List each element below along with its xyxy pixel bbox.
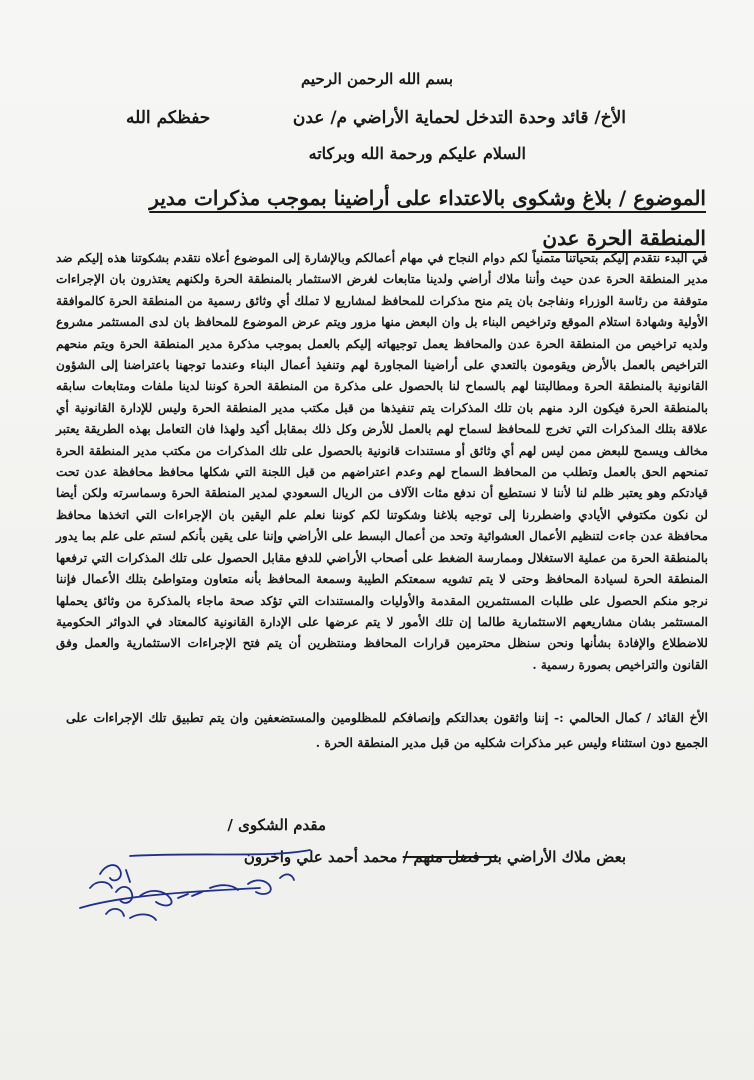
presenter-label: مقدم الشكوى / (227, 816, 326, 834)
honorific: حفظكم الله (126, 108, 211, 128)
body-paragraph: في البدء نتقدم إليكم بتحياتنا متمنياً لكم دوام النجاح في مهام أعمالكم وبالإشارة إلى الموضوع أعلاه نتقدم بشكوتنا هذه إليكم ضد مدير المنطقة الحرة عدن حيث وأننا ملاك أراضي ولدينا متابعات لغرض الاستثمار بالمنطقة الحرة ولكنهم يعتذرون بان الإجراءات متوقفة من رئاسة الوزراء ونفاجئ بان يتم منح مذكرات للمحافظ لمشاريع لا تملك أي وثائق رسمية من المنطقة الحرة كالموافقة الأولية وشهادة استلام الموقع وتراخيص البناء بل وان البعض منها مزور ويتم عرض الموضوع للمحافظ بان لدى المستثمر مشروع ولديه تراخيص من المنطقة الحرة عدن والمحافظ يعمل توجيهاته إليكم بالعمل بموجب مذكرة مدير المنطقة الحرة ويتم منحهم التراخيص بالعمل بالأرض ويقومون بالتعدي على أراضينا المجاورة لهم وتنفيذ أعمال البناء وعندما توجهنا باعتراضنا إلى الشؤون القانونية بالمنطقة الحرة ومطالبتنا لهم بالسماح لنا بالحصول على مذكرة من المنطقة الحرة كوننا لدينا ملفات ومتابعات سابقه بالمنطقة الحرة فيكون الرد منهم بان تلك المذكرات يتم تنفيذها من قبل مكتب مدير المنطقة الحرة وليس للإدارة القانونية أي علاقة بتلك المذكرات التي تخرج للمحافظ لسماح لهم بالعمل للأرض وكل ذلك بمقابل أكيد ولهذا فان التعامل بهذه الطريقة يعتبر مخالف ويسمح للبعض ممن ليس لهم أي وثائق أو مستندات قانونية بالحصول على تلك المذكرات من مكتب مدير المنطقة الحرة تمنحهم الحق بالعمل وتطلب من المحافظ السماح لهم وعدم اعتراضهم من قبل اللجنة التي شكلها محافظ محافظة عدن تحت قيادتكم وهو يعتبر ظلم لنا لأننا لا نستطيع أن ندفع مئات الآلاف من الريال السعودي لمدير المنطقة الحرة وسماسرته ولكن أيضا لن نكون مكتوفي الأيادي واضطررنا إلى توجيه بلاغنا وشكوتنا لكم كوننا نعلم علم اليقين بان الإجراءات التي اتخذها محافظ محافظة عدن جاءت لتنظيم الأعمال العشوائية وتحد من أعمال البسط على الأراضي وإننا على يقين بأنكم لستم على علم بما يدور بالمنطقة الحرة من عملية الاستغلال وممارسة الضغط على أصحاب الأراضي للدفع مقابل الحصول على تلك المذكرات التي ترفعها المنطقة الحرة لسيادة المحافظ وحتى لا يتم تشويه سمعتكم الطيبة وسمعة المحافظ بأنه متعاون ومتواطئ بتلك الأعمال فإننا نرجو منكم الحصول على طلبات المستثمرين المقدمة والأوليات والمستندات التي تؤكد صحة ماجاء بالمذكرة من وثائق يحملها المستثمر بشان مشاريعهم الاستثمارية طالما إن تلك الأمور لا يتم عرضها على الإدارة القانونية كالمعتاد في الدوائر الحكومية للاضطلاع والإفادة بشأنها ونحن سنظل محترمين قرارات المحافظ ومنتظرين أن يتم فتح الإجراءات الاستثمارية والعمل وفق القانون والتراخيص بصورة رسمية . (56, 251, 708, 672)
addressee: الأخ/ قائد وحدة التدخل لحماية الأراضي م/ عدن (292, 108, 626, 128)
subject-line-1: الموضوع / بلاغ وشكوى بالاعتداء على أراضينا بموجب مذكرات مدير (149, 186, 706, 210)
basmala: بسم الله الرحمن الرحيم (300, 70, 454, 88)
signers-name: محمد أحمد علي واخرون (243, 848, 398, 866)
closing-text: الأخ القائد / كمال الحالمي :- إننا واثقون بعدالتكم وإنصافكم للمظلومين والمستضعفين وان يتم تطبيق تلك الإجراءات على الجميع دون استثناء وليس عبر مذكرات شكليه من قبل مدير المنطقة الحرة . (66, 710, 708, 750)
handwritten-signature (60, 848, 320, 938)
signers-struck-text: نر فضل منهم / (402, 848, 498, 866)
signers-prefix: بعض ملاك الأراضي ب (497, 848, 626, 866)
closing-paragraph (66, 705, 708, 755)
subject (46, 178, 706, 258)
greeting: السلام عليكم ورحمة الله وبركاته (308, 144, 526, 163)
letter-body (56, 248, 708, 676)
subject-line-2: المنطقة الحرة عدن (542, 226, 706, 250)
